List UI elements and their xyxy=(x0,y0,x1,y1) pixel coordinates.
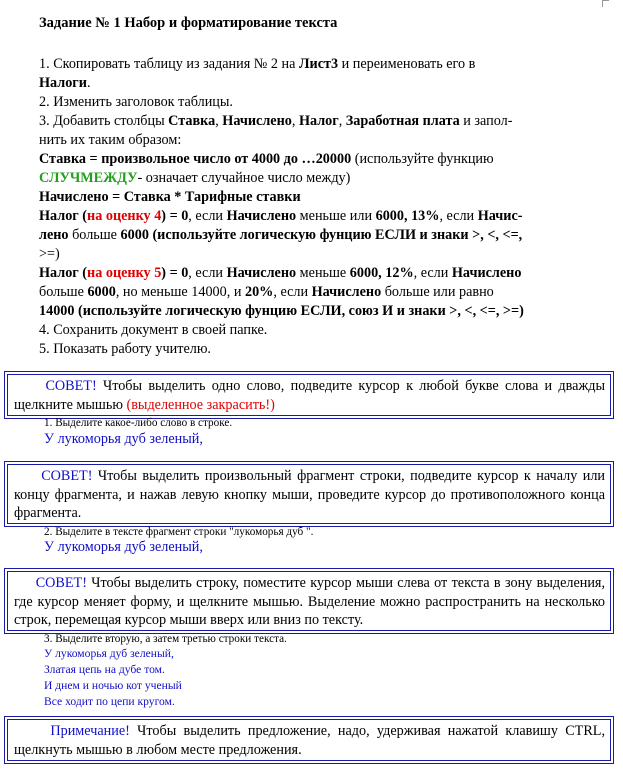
item-2: 2. Изменить заголовок таблицы. xyxy=(39,94,233,110)
stavka-formula: Ставка = произвольное число от 4000 до …20000 (используйте функцию СЛУЧМЕЖДУ- означает случайное число между) xyxy=(39,151,494,186)
nalog-4-formula: Налог (на оценку 4) = 0, если Начислено меньше или 6000, 13%, если Начис- лено больше 6000 (используйте логическую фунцию ЕСЛИ и знаки >, <, <=, >=) xyxy=(39,208,523,262)
item-4: 4. Сохранить документ в своей папке. xyxy=(39,322,268,338)
nalog-5-formula: Налог (на оценку 5) = 0, если Начислено меньше 6000, 12%, если Начислено больше 6000, но меньше 14000, и 20%, если Начислено больше или равно 14000 (используйте логическую фунцию ЕСЛИ, союз И и знаки >, <, <=, >=) xyxy=(39,265,524,319)
note-box-select-sentence: Примечание! Чтобы выделить предложение, надо, удерживая нажатой клавишу CTRL, щелкнуть мышью в любом месте предложения. xyxy=(7,719,611,761)
poem-line[interactable]: Все ходит по цепи кругом. xyxy=(44,695,175,708)
step-2: 2. Выделите в тексте фрагмент строки "лукоморья дуб ". xyxy=(44,526,314,538)
poem-stanza xyxy=(44,646,182,710)
note-label: Примечание! xyxy=(50,723,130,739)
step-1: 1. Выделите какое-либо слово в строке. xyxy=(44,417,233,429)
nachisleno-formula: Начислено = Ставка * Тарифные ставки xyxy=(39,189,301,205)
tip-box-select-fragment: СОВЕТ! Чтобы выделить произвольный фрагмент строки, подведите курсор к началу или концу фрагмента, и нажав левую кнопку мыши, проведите курсор до противоположного конца фрагмента. xyxy=(7,464,611,524)
item-1: 1. Скопировать таблицу из задания № 2 на Лист3 и переименовать его в Налоги. xyxy=(39,56,476,91)
poem-line[interactable]: У лукоморья дуб зеленый, xyxy=(44,647,174,660)
page-corner-mark xyxy=(602,0,609,7)
tip-label: СОВЕТ! xyxy=(41,468,93,484)
poem-line: У лукоморья дуб зеленый, xyxy=(44,431,203,447)
task-title: Задание № 1 Набор и форматирование текста xyxy=(39,15,338,31)
item-3: 3. Добавить столбцы Ставка, Начислено, Налог, Заработная плата и запол- нить их таким образом: xyxy=(39,113,513,148)
tip-box-select-word: СОВЕТ! Чтобы выделить одно слово, подведите курсор к любой букве слова и дважды щелкните мышью (выделенное закрасить!) xyxy=(7,374,611,416)
poem-line[interactable]: И днем и ночью кот ученый xyxy=(44,679,182,692)
item-5: 5. Показать работу учителю. xyxy=(39,341,211,357)
poem-line[interactable]: Златая цепь на дубе том. xyxy=(44,663,165,676)
tip-label: СОВЕТ! xyxy=(35,575,87,591)
step-3: 3. Выделите вторую, а затем третью строки текста. xyxy=(44,633,287,645)
tip-box-select-line: СОВЕТ! Чтобы выделить строку, поместите курсор мыши слева от текста в зону выделения, где курсор меняет форму, и щелкните мышью. Выделение можно распространить на несколько строк, перемещая курсор мыши вверх или вниз по тексту. xyxy=(7,571,611,631)
tip-label: СОВЕТ! xyxy=(45,378,97,394)
poem-line: У лукоморья дуб зеленый, xyxy=(44,539,203,555)
